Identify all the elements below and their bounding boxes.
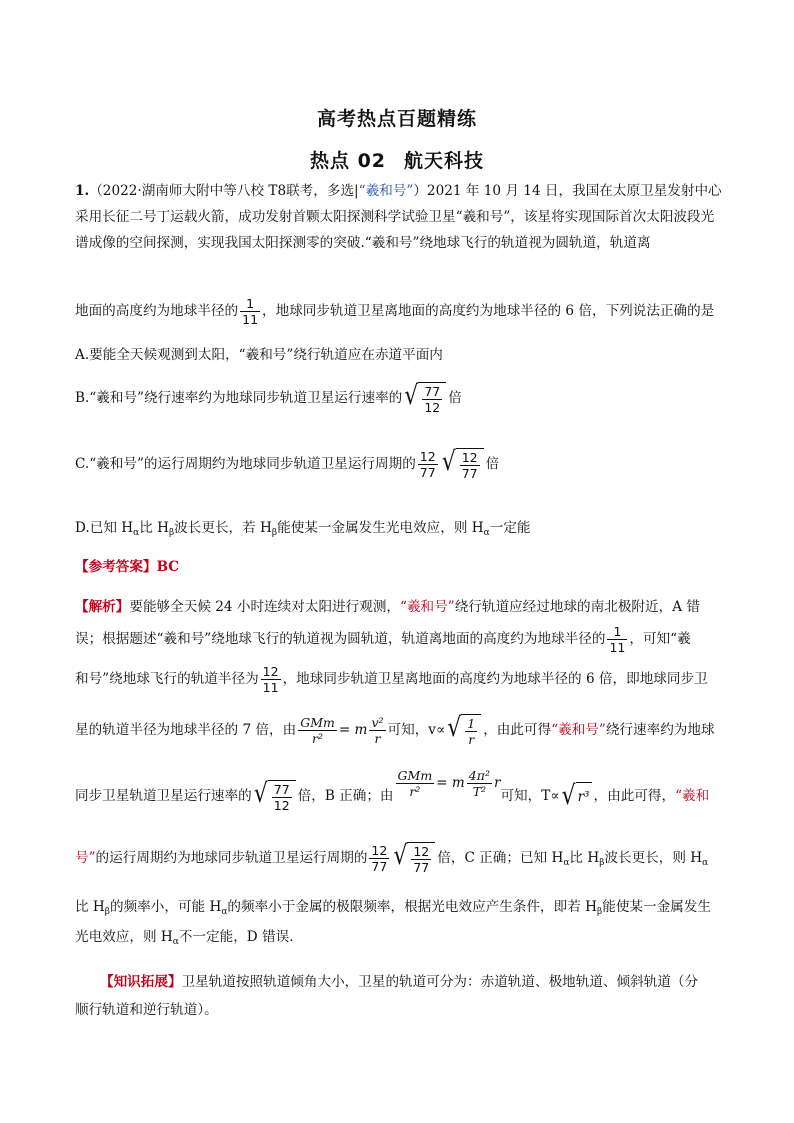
question-number: 1. bbox=[75, 183, 90, 199]
question-1-line-4: 地面的高度约为地球半径的 $\frac{1}{11}$ ，地球同步轨道卫星离地面的高度约为地球半径的 6 倍，下列说法正确的是 bbox=[75, 296, 715, 327]
fraction-1-11-b: $\frac{1}{11}$ bbox=[609, 624, 626, 655]
option-c: C.“羲和号”的运行周期约为地球同步轨道卫星运行周期的 $\frac{12}{77}$ √ $\frac{12}{77}$ 倍 bbox=[75, 447, 500, 481]
analysis-line-8: 光电效应，则 $H_\alpha$不一定能，D 错误. bbox=[75, 929, 294, 947]
page-title: 高考热点百题精练 bbox=[316, 108, 477, 130]
analysis-line-3: 和号”绕地球飞行的轨道半径为 $\frac{12}{11}$ ，地球同步轨道卫星离地面的高度约为地球半径的 6 倍，即地球同步卫 bbox=[75, 664, 708, 695]
sqrt-77-12: √ $\frac{77}{12}$ bbox=[404, 382, 446, 415]
question-source: （2022·湖南师大附中等八校 T8联考，多选| bbox=[89, 183, 359, 199]
option-a: A.要能全天候观测到太阳，“羲和号”绕行轨道应在赤道平面内 bbox=[75, 347, 443, 363]
knowledge-extension: 【知识拓展】卫星轨道按照轨道倾角大小，卫星的轨道可分为：赤道轨道、极地轨道、倾斜轨道（分 bbox=[100, 974, 699, 990]
sqrt-1-r: √ $\frac{1}{r}$ bbox=[447, 714, 481, 747]
formula-gravity-b: $\frac{\text{GMm}}{\text{r²}}$ bbox=[397, 768, 433, 799]
formula-period: $\frac{\text{4π²}}{\text{T²}}$ bbox=[468, 768, 490, 799]
answer-value: BC bbox=[156, 559, 180, 575]
analysis-line-4: 星的轨道半径为地球半径的 7 倍，由 $\frac{\text{GMm}}{\text{r²}}$ = m $\frac{\text{v²}}{r}$ 可知，v∝ √ $\frac{1}{r}$ ，由此可得“羲和号”绕行速率约为地球 bbox=[75, 713, 715, 747]
formula-gravity: $\frac{\text{GMm}}{\text{r²}}$ bbox=[300, 715, 335, 746]
subtitle-topic: 航天科技 bbox=[404, 150, 485, 172]
fraction-12-11: $\frac{12}{11}$ bbox=[262, 664, 279, 695]
knowledge-extension-line-2: 顺行轨道和逆行轨道）。 bbox=[75, 1002, 218, 1018]
analysis-label: 【解析】 bbox=[75, 599, 130, 615]
question-body: ）2021 年 10 月 14 日，我国在太原卫星发射中心采用长征二号丁运载火箭，成功发射首颗太阳探测科学试验卫星“羲和号”，该星将实现国际首次太阳波段光谱成像的空间探测，实现我国太阳探测零的突破.“羲和号”绕地球飞行的轨道视为圆轨道，轨道离 bbox=[75, 183, 722, 251]
question-highlight: “羲和号” bbox=[358, 183, 414, 199]
subtitle-topic-number: 热点 02 bbox=[309, 150, 387, 172]
answer-label: 【参考答案】 bbox=[75, 559, 157, 575]
sqrt-12-77: √ $\frac{12}{77}$ bbox=[442, 448, 484, 481]
analysis-line-1: 【解析】要能够全天候 24 小时连续对太阳进行观测，“羲和号”绕行轨道应经过地球的南北极附近，A 错 bbox=[75, 599, 700, 615]
sqrt-77-12-b: √ $\frac{77}{12}$ bbox=[254, 780, 296, 813]
sqrt-r3: √ r³ bbox=[561, 780, 590, 811]
extension-label: 【知识拓展】 bbox=[100, 974, 182, 990]
analysis-line-6: 号”的运行周期约为地球同步轨道卫星运行周期的 $\frac{12}{77}$ √ $\frac{12}{77}$ 倍，C 正确；已知 $H_\alpha$比 $H_\beta$波长更长，则 $H_\alpha$ bbox=[75, 841, 709, 875]
analysis-line-2: 误；根据题述“羲和号”绕地球飞行的轨道视为圆轨道，轨道离地面的高度约为地球半径的 $\frac{1}{11}$ ，可知“羲 bbox=[75, 624, 691, 655]
sqrt-12-77-b: √ $\frac{12}{77}$ bbox=[393, 842, 435, 875]
option-b: B.“羲和号”绕行速率约为地球同步轨道卫星运行速率的 √ $\frac{77}{12}$ 倍 bbox=[75, 381, 462, 415]
option-d: D.已知 $H_\alpha$比 $H_\beta$波长更长，若 $H_\beta$能使某一金属发生光电效应，则 $H_\alpha$一定能 bbox=[75, 520, 531, 538]
formula-centripetal: $\frac{\text{v²}}{r}$ bbox=[371, 715, 384, 746]
analysis-line-5: 同步卫星轨道卫星运行速率的 √ $\frac{77}{12}$ 倍，B 正确；由 $\frac{\text{GMm}}{\text{r²}}$ = m $\frac{\text{4π²}}{\text{T²}}$ r可知，T∝ √ r³ ，由此可得，“羲和 bbox=[75, 768, 710, 813]
fraction-12-77: $\frac{12}{77}$ bbox=[419, 449, 436, 480]
reference-answer bbox=[75, 555, 735, 575]
page-subtitle bbox=[0, 146, 794, 173]
fraction-12-77-b: $\frac{12}{77}$ bbox=[371, 843, 388, 874]
analysis-line-7: 比 $H_\beta$的频率小，可能 $H_\alpha$的频率小于金属的极限频率，根据光电效应产生条件，即若 $H_\beta$能使某一金属发生 bbox=[75, 899, 711, 917]
question-1-text bbox=[75, 178, 725, 256]
fraction-1-11: $\frac{1}{11}$ bbox=[242, 296, 259, 327]
